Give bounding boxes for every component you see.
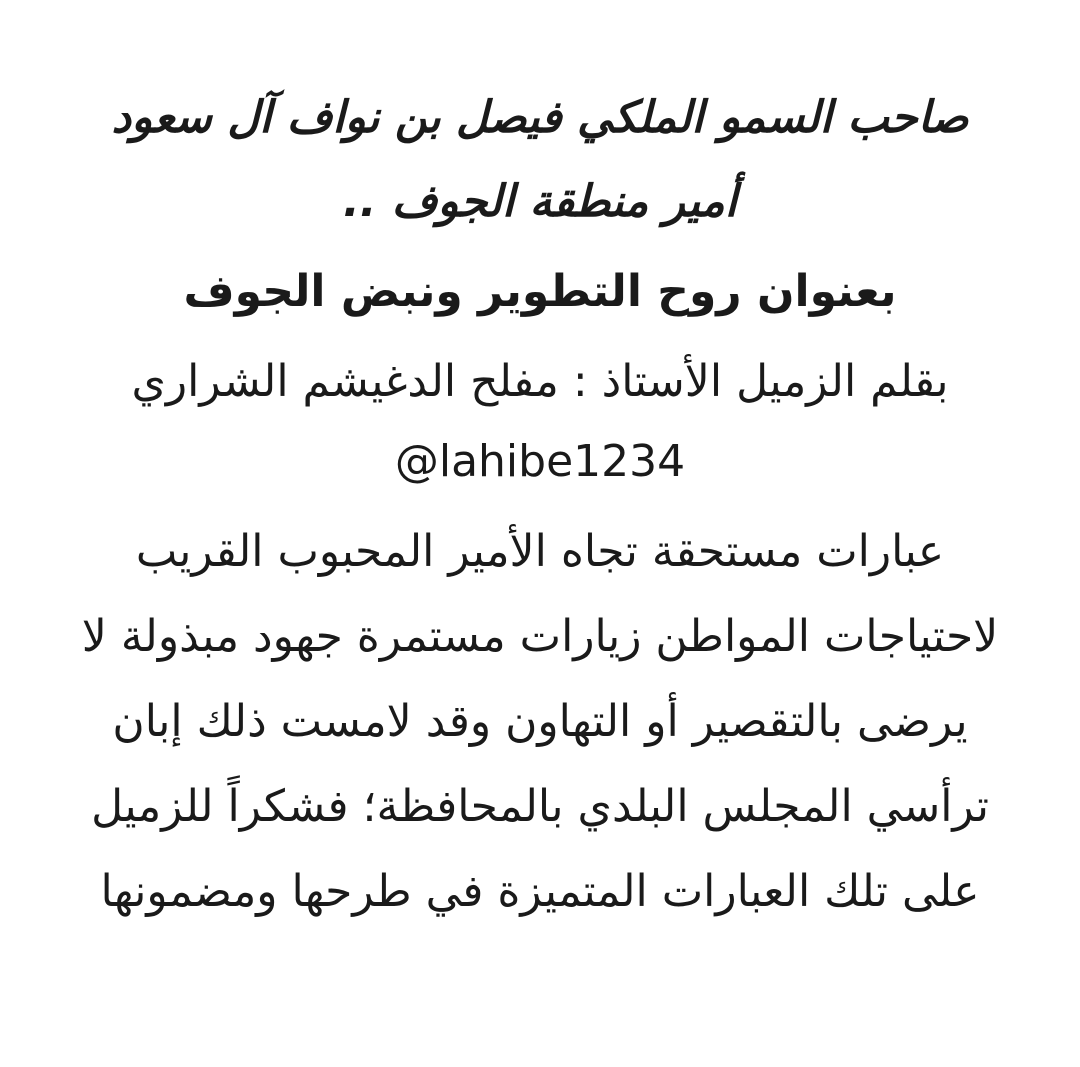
body-line-1: عبارات مستحقة تجاه الأمير المحبوب القريب — [135, 526, 945, 577]
article-heading: بعنوان روح التطوير ونبض الجوف — [183, 266, 897, 317]
body-line-4: ترأسي المجلس البلدي بالمحافظة؛ فشكراً للزميل — [91, 781, 989, 832]
author-handle: @lahibe1234 — [394, 436, 686, 487]
title-line-1: صاحب السمو الملكي فيصل بن نواف آل سعود — [111, 92, 969, 143]
title-line-2: أمير منطقة الجوف .. — [343, 176, 737, 227]
body-line-3: يرضى بالتقصير أو التهاون وقد لامست ذلك إبان — [112, 696, 968, 747]
byline: بقلم الزميل الأستاذ : مفلح الدغيشم الشراري — [131, 356, 949, 407]
body-line-2: لاحتياجات المواطن زيارات مستمرة جهود مبذولة لا — [81, 611, 999, 662]
body-line-5: على تلك العبارات المتميزة في طرحها ومضمونها — [100, 866, 980, 917]
